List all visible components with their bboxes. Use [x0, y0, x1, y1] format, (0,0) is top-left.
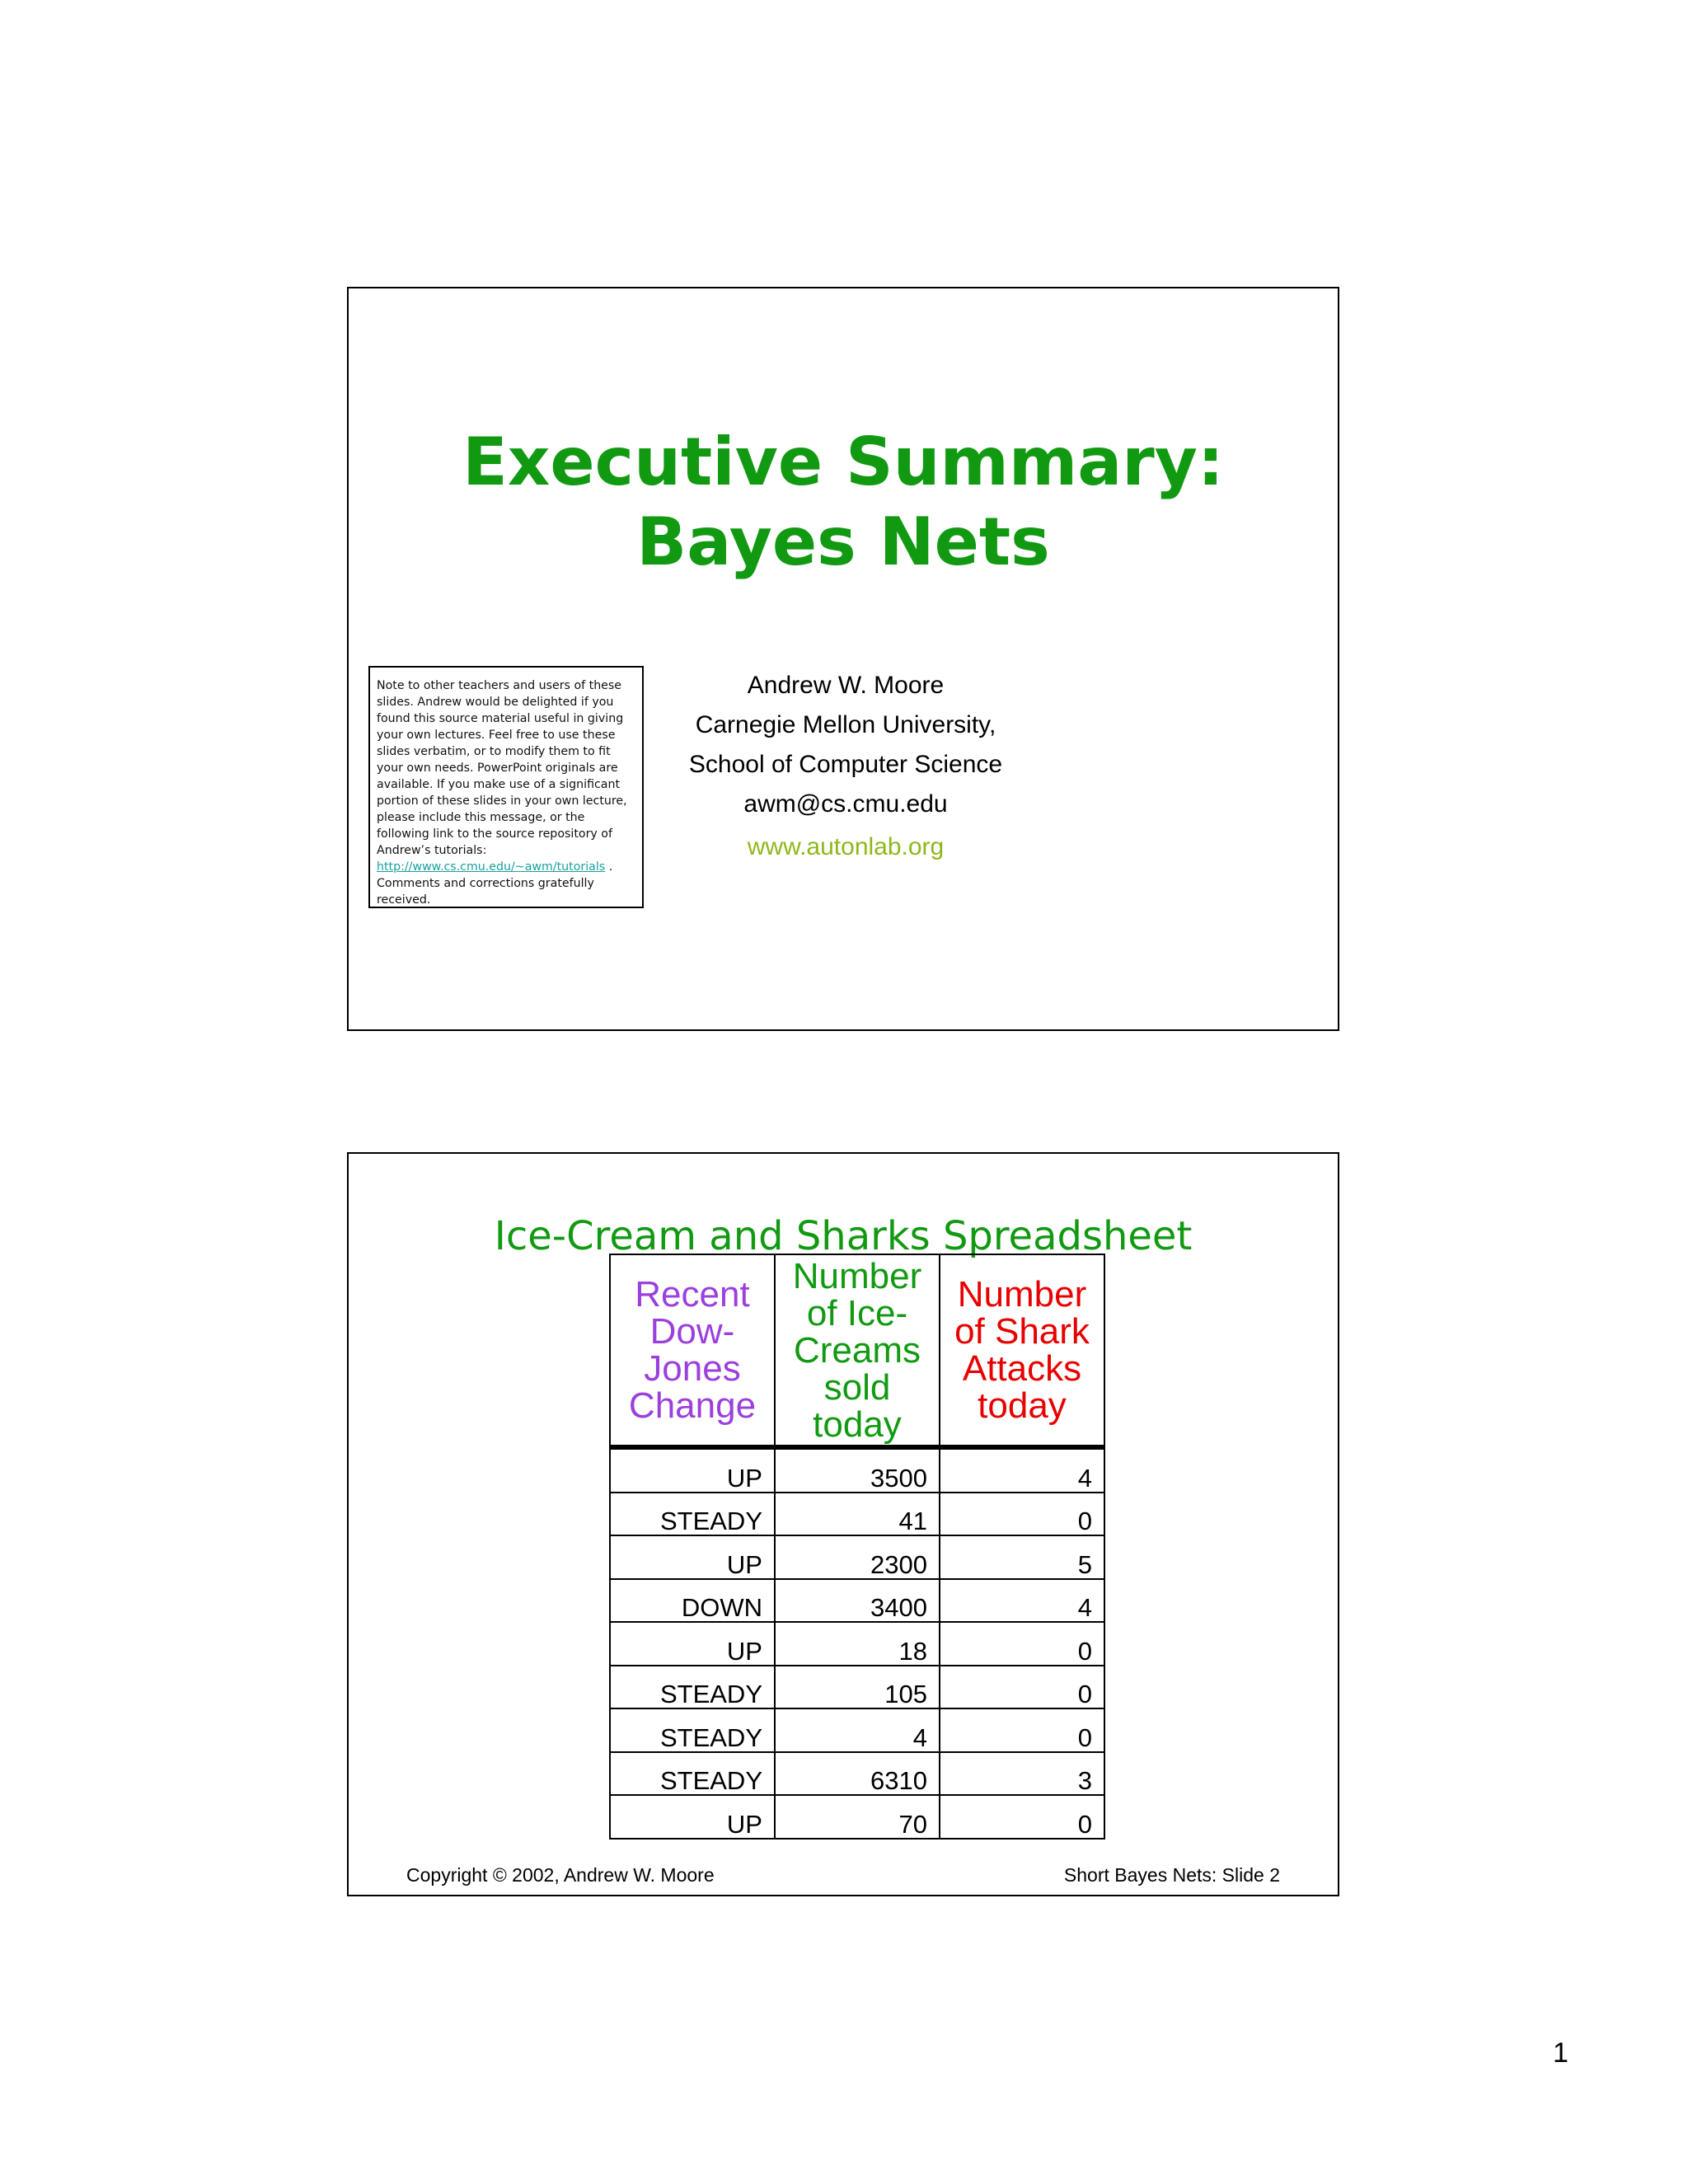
cell-dow: STEADY — [610, 1493, 775, 1536]
slide-number-footer: Short Bayes Nets: Slide 2 — [1063, 1864, 1280, 1886]
copyright-footer: Copyright © 2002, Andrew W. Moore — [406, 1864, 715, 1886]
cell-dow: DOWN — [610, 1579, 775, 1623]
slide-title-heading — [349, 422, 1338, 582]
header-dow-jones: Recent Dow-Jones Change — [610, 1254, 775, 1447]
slide-spreadsheet — [347, 1152, 1339, 1896]
table-row — [610, 1708, 1104, 1752]
tutorials-link[interactable]: http://www.cs.cmu.edu/~awm/tutorials — [377, 860, 606, 874]
cell-shark: 0 — [940, 1493, 1104, 1536]
author-name: Andrew W. Moore — [747, 672, 945, 699]
author-affiliation: Carnegie Mellon University, — [695, 711, 996, 738]
spreadsheet-title: Ice-Cream and Sharks Spreadsheet — [494, 1213, 1193, 1259]
note-text: Note to other teachers and users of these slides. Andrew would be delighted if you found this source material useful in giving your own lectures. Feel free to use these slides verbatim, or to modify them to fit your own needs. PowerPoint originals are available. If you make use of a significant portion of these slides in your own lecture, please include this message, or the following link to the source repository of Andrew’s tutorials: — [377, 679, 627, 857]
cell-icecream: 2300 — [775, 1535, 940, 1579]
cell-dow: UP — [610, 1795, 775, 1839]
cell-dow: STEADY — [610, 1708, 775, 1752]
ice-cream-sharks-table — [609, 1254, 1105, 1840]
cell-shark: 0 — [940, 1666, 1104, 1709]
cell-dow: UP — [610, 1447, 775, 1493]
author-block — [644, 666, 1048, 867]
cell-shark: 0 — [940, 1795, 1104, 1839]
table-row — [610, 1622, 1104, 1666]
page-number: 1 — [1553, 2037, 1568, 2069]
cell-icecream: 105 — [775, 1666, 940, 1709]
table-row — [610, 1579, 1104, 1623]
title-line-2: Bayes Nets — [636, 504, 1050, 580]
teacher-note-box — [368, 666, 644, 908]
table-row — [610, 1795, 1104, 1839]
note-closing: Comments and corrections gratefully received. — [377, 877, 594, 907]
cell-shark: 5 — [940, 1535, 1104, 1579]
table-row — [610, 1666, 1104, 1709]
author-school: School of Computer Science — [688, 751, 1003, 778]
table-row — [610, 1752, 1104, 1796]
cell-dow: STEADY — [610, 1666, 775, 1709]
header-ice-creams: Number of Ice-Creams sold today — [775, 1254, 940, 1447]
cell-icecream: 4 — [775, 1708, 940, 1752]
note-link-suffix: . — [605, 860, 613, 874]
cell-icecream: 6310 — [775, 1752, 940, 1796]
header-shark-attacks: Number of Shark Attacks today — [940, 1254, 1104, 1447]
table-row — [610, 1447, 1104, 1493]
cell-icecream: 3400 — [775, 1579, 940, 1623]
cell-icecream: 70 — [775, 1795, 940, 1839]
cell-dow: UP — [610, 1535, 775, 1579]
title-line-1: Executive Summary: — [462, 424, 1224, 500]
author-email[interactable]: awm@cs.cmu.edu — [743, 790, 948, 818]
cell-shark: 0 — [940, 1708, 1104, 1752]
cell-dow: STEADY — [610, 1752, 775, 1796]
table-row — [610, 1535, 1104, 1579]
cell-dow: UP — [610, 1622, 775, 1666]
slide-title — [347, 287, 1339, 1031]
cell-icecream: 18 — [775, 1622, 940, 1666]
table-row — [610, 1493, 1104, 1536]
cell-shark: 4 — [940, 1447, 1104, 1493]
cell-icecream: 41 — [775, 1493, 940, 1536]
cell-shark: 3 — [940, 1752, 1104, 1796]
cell-shark: 0 — [940, 1622, 1104, 1666]
author-website[interactable]: www.autonlab.org — [747, 833, 945, 860]
cell-icecream: 3500 — [775, 1447, 940, 1493]
cell-shark: 4 — [940, 1579, 1104, 1623]
